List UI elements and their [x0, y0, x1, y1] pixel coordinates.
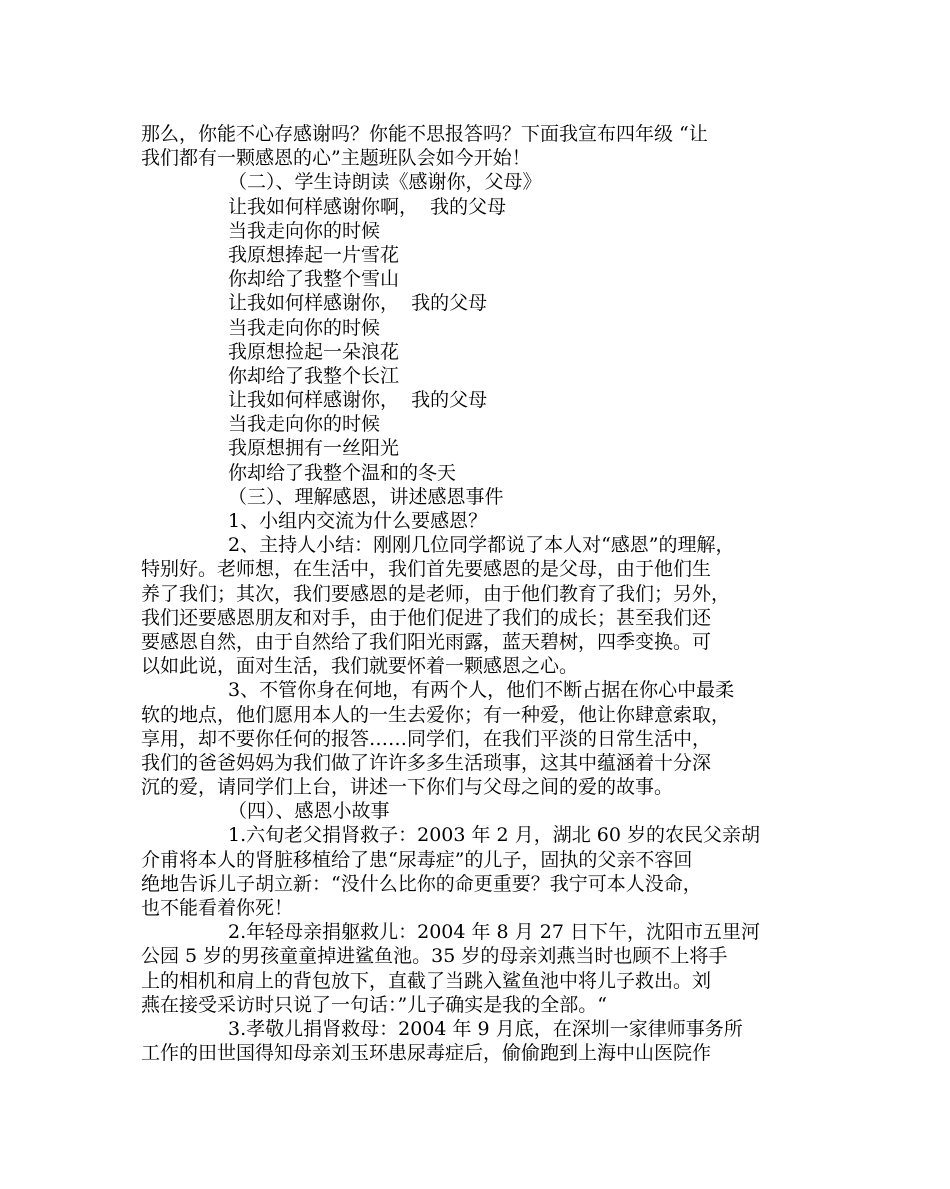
- poem: [141, 195, 811, 485]
- poem-line: 你却给了我整个雪山: [228, 268, 400, 291]
- text-line: 要感恩自然，由于自然给了我们阳光雨露，蓝天碧树，四季变换。可: [141, 630, 712, 653]
- text-line: 燕在接受采访时只说了一句话：”儿子确实是我的全部。“: [141, 993, 607, 1016]
- document-body: [141, 122, 811, 1065]
- poem-line: 让我如何样感谢你， 我的父母: [228, 389, 488, 412]
- paragraph-item2: [141, 533, 811, 678]
- poem-line: 你却给了我整个长江: [228, 364, 400, 387]
- text-line: 特别好。老师想，在生活中，我们首先要感恩的是父母，由于他们生: [141, 558, 712, 581]
- text-line: 上的相机和肩上的背包放下，直截了当跳入鲨鱼池中将儿子救出。刘: [141, 969, 712, 992]
- text-line: 2.年轻母亲捐躯救儿：2004 年 8 月 27 日下午，沈阳市五里河: [228, 921, 760, 944]
- story-1: [141, 823, 811, 920]
- text-line: 工作的田世国得知母亲刘玉环患尿毒症后，偷偷跑到上海中山医院作: [141, 1042, 712, 1065]
- poem-line: 让我如何样感谢你， 我的父母: [228, 292, 488, 315]
- list-item: 1、小组内交流为什么要感恩？: [228, 510, 488, 532]
- text-line: 养了我们；其次，我们要感恩的是老师，由于他们教育了我们；另外，: [141, 582, 731, 605]
- text-line: 也不能看着你死！: [141, 897, 294, 919]
- text-line: 我们还要感恩朋友和对手，由于他们促进了我们的成长；甚至我们还: [141, 606, 712, 629]
- text-line: 我们都有一颗感恩的心”主题班队会如今开始！: [141, 147, 531, 170]
- poem-line: 你却给了我整个温和的冬天: [228, 461, 457, 484]
- poem-line: 我原想捡起一朵浪花: [228, 340, 400, 363]
- section-heading: （四）、感恩小故事: [228, 800, 390, 823]
- story-3: [141, 1017, 811, 1065]
- text-line: 3.孝敬儿捐肾救母：2004 年 9 月底，在深圳一家律师事务所: [228, 1017, 743, 1040]
- section-heading: （二）、学生诗朗读《感谢你，父母》: [228, 171, 542, 194]
- poem-line: 让我如何样感谢你啊， 我的父母: [228, 195, 507, 218]
- text-line: 沉的爱，请同学们上台，讲述一下你们与父母之间的爱的故事。: [141, 776, 674, 799]
- text-line: 2、主持人小结：刚刚几位同学都说了本人对“感恩”的理解，: [228, 534, 735, 557]
- text-line: 我们的爸爸妈妈为我们做了许许多多生活琐事，这其中蕴涵着十分深: [141, 751, 712, 774]
- story-2: [141, 920, 811, 1017]
- poem-line: 我原想捧起一片雪花: [228, 243, 400, 266]
- poem-line: 我原想拥有一丝阳光: [228, 437, 400, 460]
- paragraph-item3: [141, 678, 811, 799]
- text-line: 3、不管你身在何地，有两个人，他们不断占据在你心中最柔: [228, 679, 735, 702]
- text-line: 享用，却不要你任何的报答……同学们，在我们平淡的日常生活中，: [141, 727, 712, 750]
- poem-line: 当我走向你的时候: [228, 316, 381, 339]
- section-heading: （三）、理解感恩，讲述感恩事件: [228, 485, 504, 508]
- poem-line: 当我走向你的时候: [228, 413, 381, 436]
- text-line: 软的地点，他们愿用本人的一生去爱你；有一种爱，他让你肆意索取，: [141, 703, 731, 726]
- text-line: 公园 5 岁的男孩童童掉进鲨鱼池。35 岁的母亲刘燕当时也顾不上将手: [141, 945, 728, 968]
- text-line: 绝地告诉儿子胡立新：“没什么比你的命更重要？我宁可本人没命，: [141, 872, 702, 895]
- text-line: 1.六旬老父捐肾救子：2003 年 2 月，湖北 60 岁的农民父亲胡: [228, 824, 760, 847]
- text-line: 那么，你能不心存感谢吗？你能不思报答吗？下面我宣布四年级 “让: [141, 123, 708, 145]
- poem-line: 当我走向你的时候: [228, 219, 381, 242]
- text-line: 介甫将本人的肾脏移植给了患“尿毒症”的儿子，固执的父亲不容回: [141, 848, 693, 871]
- text-line: 以如此说，面对生活，我们就要怀着一颗感恩之心。: [141, 655, 579, 678]
